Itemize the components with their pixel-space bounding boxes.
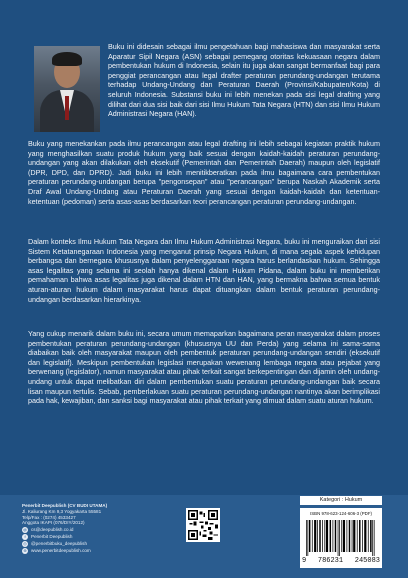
author-photo: [34, 46, 100, 132]
publisher-website: www.penerbitdeepublish.com: [31, 548, 91, 554]
publisher-facebook-row: [22, 534, 172, 540]
publisher-instagram: @penerbitbuku_deepublish: [31, 541, 88, 547]
category-label: Kategori : Hukum: [300, 496, 382, 505]
isbn-barcode-box: [300, 508, 382, 568]
publisher-info: [22, 503, 172, 554]
facebook-icon: f: [22, 534, 28, 540]
blurb-paragraph-4: Yang cukup menarik dalam buku ini, secara umum memaparkan bagaimana peran masyarakat dalam proses pembentukan peraturan perundang-undangan (khususnya UU dan Perda) yang selama ini sama-sama diabaikan baik oleh masyarakat maupun oleh pembentuk peraturan perundang-undangan sendiri (eksekutif dan legislatif). Meskipun pembentukan legislasi merupakan wewenang lembaga negara atau pejabat yang berwenang (legislator), namun masyarakat atau pihak terkait sangat berkepentingan dan dijamin oleh undang-undang untuk dapat melibatkan diri dalam pembentukan suatu peraturan perundang-undangan baik secara lisan maupun tertulis. Sebab, pemberlakuan suatu peraturan perundang-undangan nantinya akan berimplikasi pada hak, kewajiban, dan sanksi bagi masyarakat atau pihak terkait yang dimuat dalam suatu aturan hukum.: [28, 329, 380, 406]
publisher-name: Penerbit Deepublish (CV BUDI UTAMA): [22, 503, 108, 508]
publisher-instagram-row: [22, 541, 172, 547]
publisher-facebook: Penerbit Deepublish: [31, 534, 73, 540]
isbn-digit-right: 245083: [354, 557, 380, 565]
blurb-paragraph-2: Buku yang menekankan pada ilmu perancangan atau legal drafting ini lebih sebagai kegiatan praktik hukum yang menghasilkan suatu produk hukum yang baik sesuai dengan kaidah-kaidah peraturan perundang-undangan yang akan dilakukan oleh eksekutif (Pemerintah dan Pemerintah Daerah) maupun oleh legislatif (DPR, DPD, dan DPRD). Jadi buku ini lebih menitikberatkan pada ilmu bagaimana cara pembentukan peraturan perundang-undangan berupa "pengonsepan" atau "perancangan" berupa Naskah Akademik serta Draf Awal Undang-Undang atau Peraturan Daerah yang sesuai dengan kaidah-kaidah dan ketentuan-ketentuan (pedoman) serta asas-asas berdasarkan teori perancangan peraturan perundang-undangan.: [28, 139, 380, 206]
publisher-address: Jl. Kaliurang Km 9,3 Yogyakarta 55581: [22, 508, 102, 514]
isbn-digit-lead: 9: [302, 557, 307, 565]
isbn-digits: [302, 557, 380, 565]
email-icon: @: [22, 527, 28, 533]
publisher-email-row: [22, 527, 172, 533]
blurb-paragraph-3: Dalam konteks Ilmu Hukum Tata Negara dan Ilmu Hukum Administrasi Negara, buku ini menguraikan dari sisi Sistem Ketatanegaraan Indonesia yang menganut prinsip Negara Hukum, di mana segala aspek kehidupan berbangsa dan bernegara khususnya dalam penyelenggaraan negara harus berlandaskan hukum. Sehingga asas legalitas yang selama ini seolah hanya dikenal dalam Hukum Pidana, dalam buku ini memberikan pemahaman bahwa asas legalitas juga dikenal dalam HTN dan HAN, yang bermakna bahwa semua bentuk aturan-aturan hukum dalam masyarakat harus dapat dituangkan dalam bentuk peraturan perundang-undangan berdasarkan hierarkinya.: [28, 237, 380, 304]
qr-code: [186, 508, 220, 542]
publisher-member: Anggota IKAPI (076/DIY/2012): [22, 520, 85, 526]
isbn-label: ISBN 978-623-124-606-3 (PDF): [310, 511, 372, 516]
publisher-email: cs@deepublish.co.id: [31, 527, 74, 533]
instagram-icon: ◎: [23, 541, 27, 547]
globe-icon: ⊕: [23, 548, 27, 554]
publisher-website-row: [22, 548, 172, 554]
publisher-phone: Telp/Fax : (0274) 4533427: [22, 514, 76, 520]
isbn-digit-left: 786231: [317, 557, 344, 565]
blurb-paragraph-1: Buku ini didesain sebagai ilmu pengetahuan bagi mahasiswa dan masyarakat serta Aparatur Sipil Negara (ASN) sebagai pemegang otoritas kekuasaan negara dalam pembentukan hukum di Indonesia, selain itu juga akan sangat bermanfaat bagi para penggiat perancangan atau legal drafter peraturan perundang-undangan terutama terhadap Undang-Undang dan Peraturan Daerah (Provinsi/Kabupaten/Kota) di seluruh Indonesia. Substansi buku ini lebih menekan pada sisi legal drafting yang dilihat dari dua sisi baik dari sisi Ilmu Hukum Tata Negara (HTN) dan sisi Ilmu Hukum Administrasi Negara (HAN).: [108, 42, 380, 119]
barcode: [306, 520, 376, 556]
